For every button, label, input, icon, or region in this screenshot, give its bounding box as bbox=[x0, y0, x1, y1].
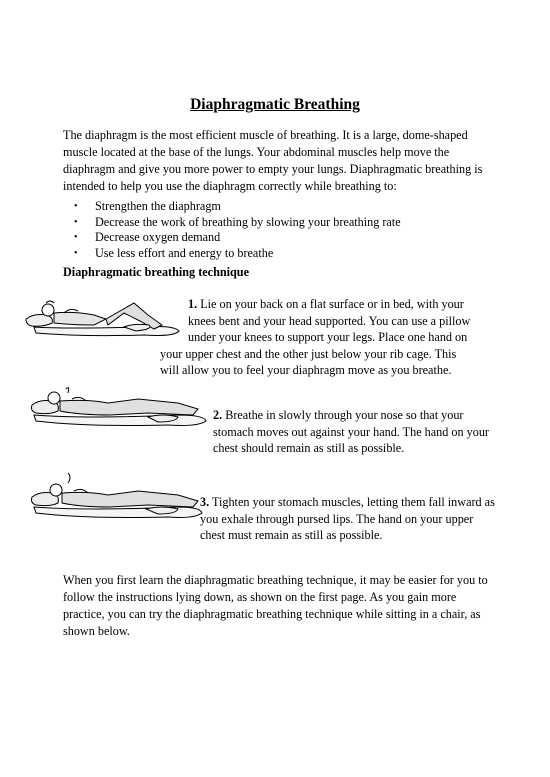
list-item: • Use less effort and energy to breathe bbox=[74, 245, 274, 260]
list-item: • Strengthen the diaphragm bbox=[74, 199, 221, 213]
benefits-list bbox=[63, 199, 483, 261]
bullet-icon: • bbox=[74, 201, 78, 212]
step-3-text: 3. Tighten your stomach muscles, letting them fall inward as you exhale through pursed lips. The hand on your upper chest must remain as still as possible. bbox=[200, 495, 495, 543]
step-1-number: 1. bbox=[188, 297, 198, 311]
closing-paragraph: When you first learn the diaphragmatic breathing technique, it may be easier for you to follow the instructions lying down, as shown on the first page. As you gain more practice, you can try the diaphragmatic breathing technique while sitting in a chair, as shown below. bbox=[63, 573, 488, 638]
page-title: Diaphragmatic Breathing bbox=[190, 96, 360, 113]
list-item: • Decrease the work of breathing by slowing your breathing rate bbox=[74, 214, 401, 229]
step-2-number: 2. bbox=[213, 408, 223, 422]
step-1-text: 1. Lie on your back on a flat surface or in bed, with your knees bent and your head supported. You can use a pillow under your knees to support your legs. Place one hand on your upper chest and the other just below your rib cage. This will allow you to feel your diaphragm move as you breathe. bbox=[160, 297, 471, 378]
bullet-icon: • bbox=[74, 216, 78, 228]
bullet-icon: • bbox=[74, 247, 78, 259]
exhaling-illustration bbox=[28, 471, 203, 521]
step-3-number: 3. bbox=[200, 495, 210, 509]
breathing-in-illustration bbox=[28, 385, 208, 429]
bullet-icon: • bbox=[74, 232, 78, 244]
technique-heading: Diaphragmatic breathing technique bbox=[63, 265, 249, 279]
step-2-text: 2. Breathe in slowly through your nose so that your stomach moves out against your hand. The hand on your chest should remain as still as possible. bbox=[213, 408, 489, 456]
list-item: • Decrease oxygen demand bbox=[74, 230, 221, 245]
intro-paragraph: The diaphragm is the most efficient muscle of breathing. It is a large, dome-shaped muscle located at the base of the lungs. Your abdominal muscles help move the diaphragm and give you more power to empty your lungs. Diaphragmatic breathing is intended to help you use the diaphragm correctly while breathing to: bbox=[63, 128, 483, 193]
